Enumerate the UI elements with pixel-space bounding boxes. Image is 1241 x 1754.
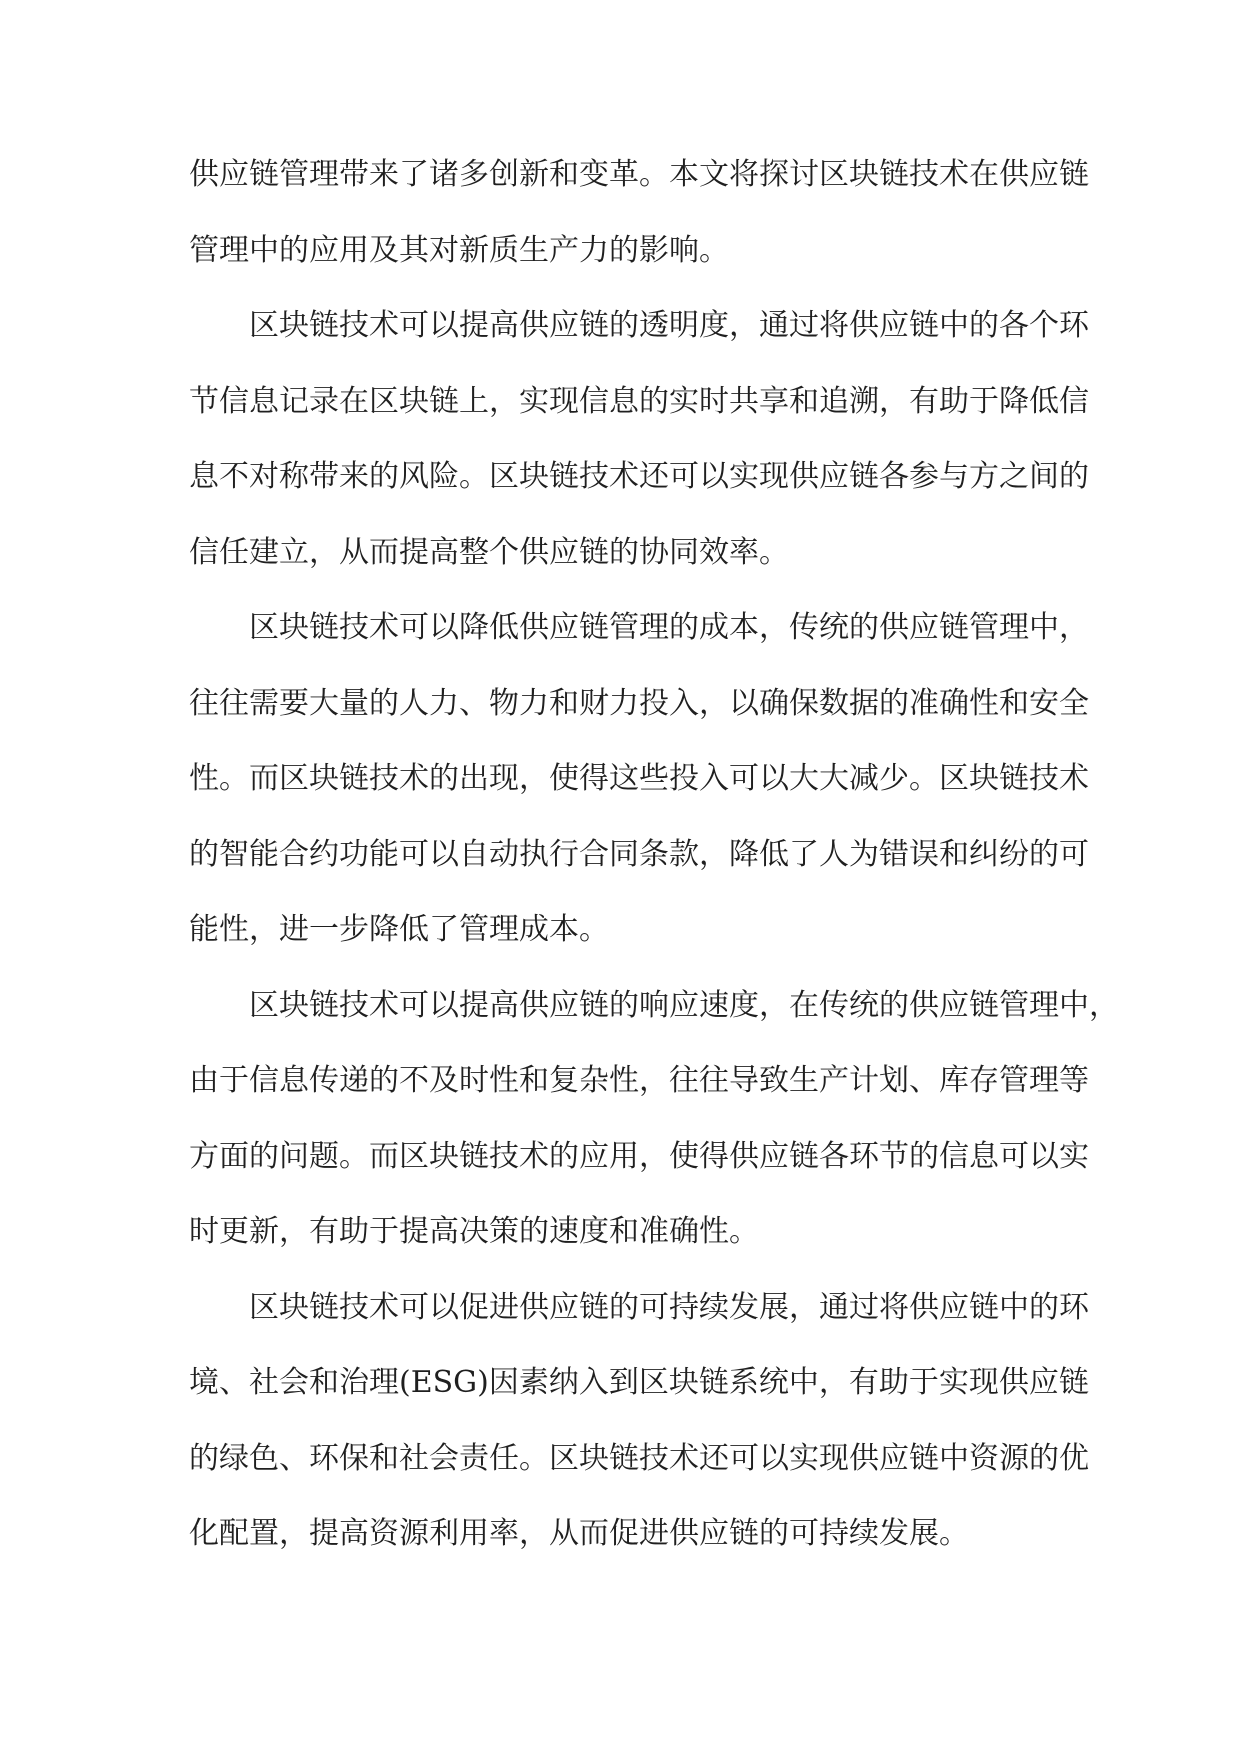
paragraph-1 — [189, 137, 1089, 288]
text-line: 由于信息传递的不及时性和复杂性，往往导致生产计划、库存管理等 — [189, 1063, 1089, 1098]
body-text — [189, 137, 1119, 1572]
text-line: 的绿色、环保和社会责任。区块链技术还可以实现供应链中资源的优 — [189, 1440, 1089, 1476]
paragraph-2 — [189, 288, 1089, 590]
text-line: 方面的问题。而区块链技术的应用，使得供应链各环节的信息可以实 — [189, 1138, 1089, 1174]
text-line: 区块链技术可以提高供应链的透明度，通过将供应链中的各个环 — [249, 308, 1089, 343]
text-line: 化配置，提高资源利用率，从而促进供应链的可持续发展。 — [189, 1516, 969, 1551]
text-line: 时更新，有助于提高决策的速度和准确性。 — [189, 1214, 759, 1249]
text-line: 信任建立，从而提高整个供应链的协同效率。 — [189, 534, 789, 570]
text-line: 的智能合约功能可以自动执行合同条款，降低了人为错误和纠纷的可 — [189, 836, 1089, 872]
text-line: 性。而区块链技术的出现，使得这些投入可以大大减少。区块链技术 — [189, 761, 1089, 796]
text-line: 管理中的应用及其对新质生产力的影响。 — [189, 232, 729, 268]
text-line: 区块链技术可以促进供应链的可持续发展，通过将供应链中的环 — [249, 1289, 1089, 1325]
text-line: 境、社会和治理(ESG)因素纳入到区块链系统中，有助于实现供应链 — [189, 1365, 1089, 1400]
paragraph-4 — [189, 968, 1119, 1270]
text-line: 区块链技术可以降低供应链管理的成本，传统的供应链管理中， — [249, 610, 1089, 645]
text-line: 区块链技术可以提高供应链的响应速度，在传统的供应链管理中， — [249, 987, 1119, 1023]
paragraph-5 — [189, 1270, 1089, 1572]
text-line: 供应链管理带来了诸多创新和变革。本文将探讨区块链技术在供应链 — [189, 157, 1089, 192]
paragraph-3 — [189, 590, 1089, 968]
text-line: 往往需要大量的人力、物力和财力投入，以确保数据的准确性和安全 — [189, 685, 1089, 721]
text-line: 节信息记录在区块链上，实现信息的实时共享和追溯，有助于降低信 — [189, 383, 1089, 419]
text-line: 息不对称带来的风险。区块链技术还可以实现供应链各参与方之间的 — [189, 459, 1089, 494]
text-line: 能性，进一步降低了管理成本。 — [189, 912, 609, 947]
